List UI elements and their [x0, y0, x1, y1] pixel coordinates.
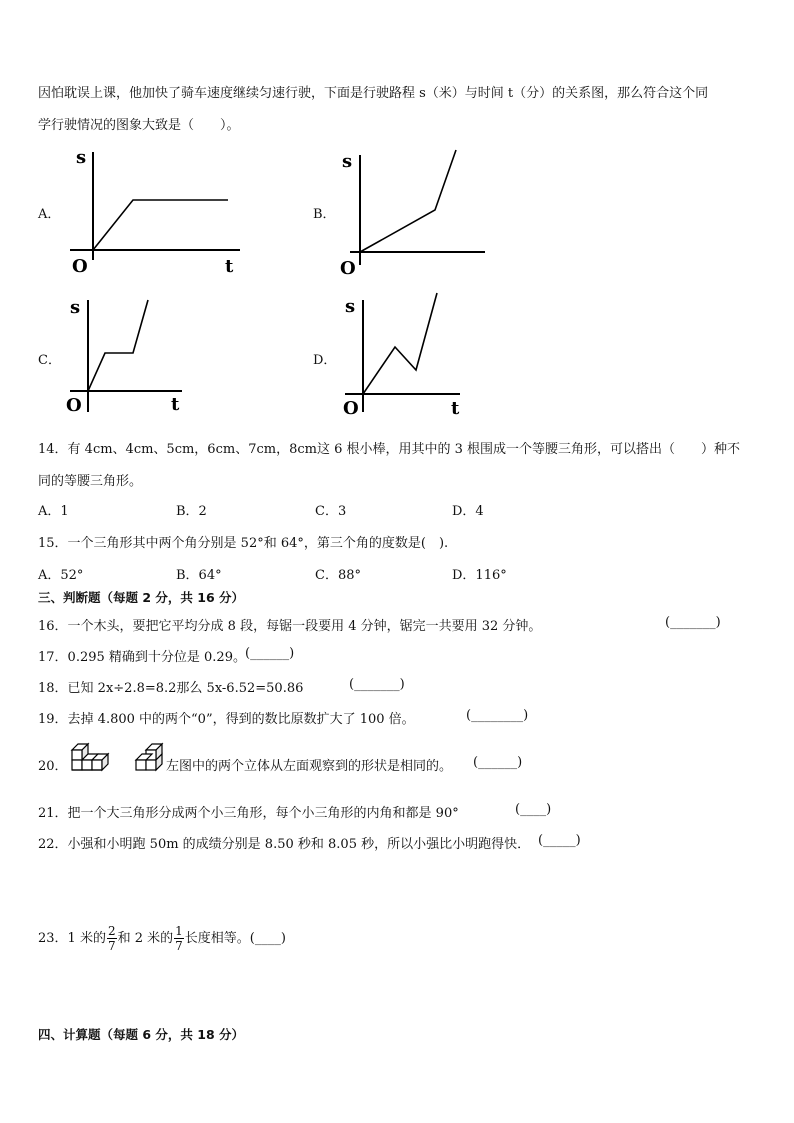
q15-option-a: A．52° [38, 568, 84, 583]
q14-line2: 同的等腰三角形。 [38, 474, 143, 489]
graph-d-line [363, 293, 437, 394]
graph-c-s-label: s [70, 297, 81, 318]
section-4-heading: 四、计算题（每题 6 分，共 18 分） [38, 1027, 245, 1042]
q20-answer-blank[interactable]: (______) [473, 755, 523, 770]
q23-line [38, 921, 286, 957]
cube-figure-2-icon [128, 742, 168, 782]
q23-answer-blank[interactable]: (____) [249, 931, 286, 946]
q14-option-c: C．3 [315, 504, 347, 519]
q17-text: 17．0.295 精确到十分位是 0.29。 [38, 650, 246, 665]
q13-line2: 学行驶情况的图象大致是（ ）。 [38, 118, 240, 133]
q15-option-c: C．88° [315, 568, 361, 583]
cube-figure-1-icon [68, 742, 114, 782]
section-3-heading: 三、判断题（每题 2 分，共 16 分） [38, 590, 245, 605]
q13-option-a-label: A． [38, 207, 61, 222]
q15-option-b: B．64° [176, 568, 222, 583]
fraction-1-7-denominator: 7 [175, 939, 183, 953]
fraction-2-7-denominator: 7 [107, 939, 116, 953]
q17-answer-blank[interactable]: (______) [245, 646, 295, 661]
q14-option-d: D．4 [452, 504, 484, 519]
graph-b-origin-label: O [340, 258, 356, 279]
q18-answer-blank[interactable]: (_______) [349, 677, 405, 692]
q13-option-b-label: B． [313, 207, 336, 222]
fraction-2-7-numerator: 2 [107, 924, 116, 938]
graph-a-line [93, 200, 228, 250]
q15-option-d: D．116° [452, 568, 507, 583]
fraction-1-7 [174, 924, 184, 953]
graph-c-line [88, 300, 148, 391]
fraction-1-7-numerator: 1 [175, 924, 183, 938]
q13-option-d-label: D． [313, 353, 337, 368]
graph-c-t-label: t [171, 394, 180, 415]
graph-c-origin-label: O [66, 395, 82, 416]
q21-text: 21．把一个大三角形分成两个小三角形，每个小三角形的内角和都是 90° [38, 806, 459, 821]
q22-text: 22．小强和小明跑 50m 的成绩分别是 8.50 秒和 8.05 秒，所以小强比小明跑得快． [38, 837, 531, 852]
q19-text: 19．去掉 4.800 中的两个“0”，得到的数比原数扩大了 100 倍。 [38, 712, 415, 727]
q19-answer-blank[interactable]: (________) [466, 708, 529, 723]
graph-a-s-label: s [76, 147, 87, 168]
q13-option-c-label: C． [38, 353, 61, 368]
graph-a-t-label: t [225, 256, 234, 277]
graph-b-line [360, 150, 456, 252]
q13-graph-c [60, 290, 260, 424]
q15-text: 15．一个三角形其中两个角分别是 52°和 64°，第三个角的度数是( ). [38, 536, 449, 551]
q22-answer-blank[interactable]: (_____) [538, 833, 581, 848]
q14-option-b: B．2 [176, 504, 207, 519]
q18-text: 18．已知 2x÷2.8=8.2那么 5x-6.52=50.86 [38, 681, 304, 696]
q16-answer-blank[interactable]: (_______) [665, 615, 721, 630]
q16-text: 16．一个木头，要把它平均分成 8 段，每锯一段要用 4 分钟，锯完一共要用 32 分钟。 [38, 619, 542, 634]
q13-line1: 因怕耽误上课，他加快了骑车速度继续匀速行驶，下面是行驶路程 s（米）与时间 t（分）的关系图，那么符合这个同 [38, 86, 709, 101]
q13-graph-a [60, 140, 260, 284]
graph-d-origin-label: O [343, 398, 359, 419]
graph-d-t-label: t [451, 398, 460, 419]
q23-part3: 长度相等。 [184, 931, 250, 946]
q23-part2: 和 2 米的 [117, 931, 174, 946]
q20-text: 左图中的两个立体从左面观察到的形状是相同的。 [166, 759, 453, 774]
q13-graph-d [320, 290, 520, 424]
q20-number: 20． [38, 759, 68, 774]
graph-b-s-label: s [342, 151, 353, 172]
q21-answer-blank[interactable]: (____) [515, 802, 552, 817]
q14-line1: 14．有 4cm、4cm、5cm，6cm、7cm，8cm这 6 根小棒，用其中的 3 根围成一个等腰三角形，可以搭出（ ）种不 [38, 442, 741, 457]
q23-part1: 1 米的 [67, 931, 106, 946]
graph-d-s-label: s [345, 296, 356, 317]
fraction-2-7 [107, 924, 117, 953]
q23-number: 23． [38, 931, 68, 946]
graph-a-origin-label: O [72, 256, 88, 277]
q13-graph-b [320, 140, 520, 284]
q14-option-a: A．1 [38, 504, 69, 519]
